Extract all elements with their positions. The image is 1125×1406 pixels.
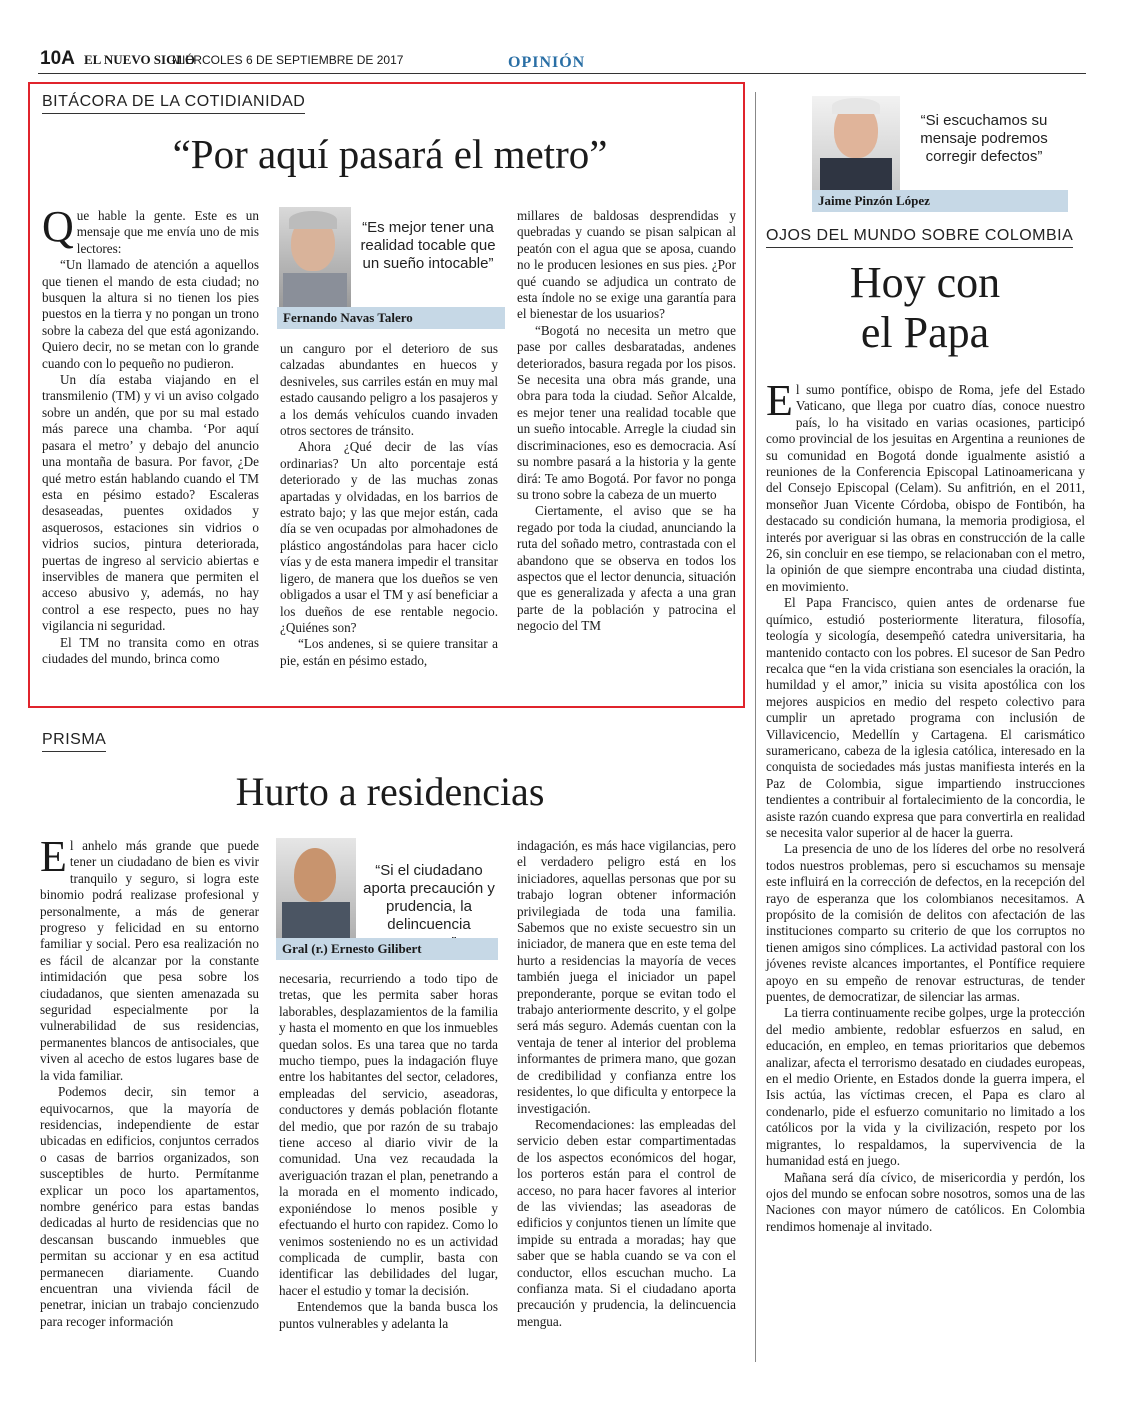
author-box-navas xyxy=(277,207,505,327)
paragraph: La tierra continuamente recibe golpes, urge la protección del medio ambiente, redoblar esfuerzos en salud, en educación, en empleo, en temas prioritarios que debemos analizar, afecta el terrorismo desatado en ciudades europeas, en el medio Oriente, en Estados donde la guerra impera, el Isis actúa, las víctimas crecen, el Papa es claro al condenarlo, pide el esfuerzo comunitario no limitado a los católicos por la vida y la civilización, respeto por los migrantes, lo respaldamos, la supervivencia de la humanidad está en juego. xyxy=(766,1005,1085,1169)
article1-title: “Por aquí pasará el metro” xyxy=(172,131,608,177)
article3-title xyxy=(766,258,1084,358)
paragraph: un canguro por el deterioro de sus calzadas abundantes en huecos y desniveles, sus carriles están en muy mal estado causando peligro a los pasajeros y a los demás vehículos cuando invaden otros sectores de tránsito. xyxy=(280,341,498,439)
drop-cap: Q xyxy=(42,202,74,251)
article3-kicker: OJOS DEL MUNDO SOBRE COLOMBIA xyxy=(766,227,1073,248)
title-line: Hoy con xyxy=(849,258,1001,307)
paragraph: El Papa Francisco, quien antes de ordenarse fue químico, estudió posteriormente literatura, filosofía, teología y sicología, desempeñó catedra universitaria, ha mantenido contacto con los pobres. El sucesor de San Pedro recalca que “en la vida cristiana son esenciales la oración, la humildad y el amor,” inicia su visita apostólica con los mejores auspicios en medio del respeto colectivo para cumplir un apretado programa con inclusión de Villavicencio, Medellín y Cartagena. El carismático suramericano, cabeza de la iglesia católica, interesado en la conquista de sociedades más justas manifiesta interés en la Paz de Colombia, sigue impartiendo instrucciones tendientes a contribuir al fortalecimiento de la concordia, le asiste razón cuando expresa que para convertirla en realidad se necesita valor superior al de hacer la guerra. xyxy=(766,595,1085,840)
pull-quote: “Es mejor tener una realidad tocable que un sueño intocable” xyxy=(360,219,496,272)
pull-quote: “Si el ciudadano aporta precaución y prudencia, la delincuencia xyxy=(363,862,495,933)
paragraph: Un día estaba viajando en el transmilenio (TM) y vi un aviso colgado sobre un andén, que por su mal estado más parece una chamba. ‘Por aquí pasara el metro’ y debajo del anuncio una montaña de basura. Por favor, ¿De qué metro están hablando cuando el TM esta en pésimo estado? Escaleras desaseadas, puentes oxidados y asquerosos, estaciones sin vidrios o vidrios sucios, pintura deteriorada, puertas de ingreso al servicio abiertas e inservibles de manera que permiten el acceso abusivo y, además, no hay control a ese respecto, pues no hay vigilancia ni seguridad. xyxy=(42,372,259,634)
paragraph: necesaria, recurriendo a todo tipo de tretas, que les permita saber horas laborables, desplazamientos de la familia y hasta el momento en que los inmuebles quedan solos. Es una tarea que no tarda mucho tiempo, pues la indagación fluye entre los habitantes del sector, celadores, empleadas del servicio, aseadoras, conductores y demás población flotante del medio, que por razón de su trabajo tiene acceso al diario vivir de la comunidad. Una vez recaudada la averiguación trazan el plan, penetrando a la morada en el momento indicado, exponiéndose lo menos posible y efectuando el hurto con rapidez. Como lo venimos sosteniendo no es un actividad complicada de cumplir, basta con identificar las debilidades del lugar, hacer el estudio y tomar la decisión. xyxy=(279,971,498,1298)
article2-column-3 xyxy=(517,838,736,1330)
article1-column-2 xyxy=(280,341,498,669)
article1-kicker: BITÁCORA DE LA COTIDIANIDAD xyxy=(42,93,305,114)
paragraph: “Bogotá no necesita un metro que pase por calles desbaratadas, andenes deteriorados, basura regada por los pisos. Se necesita una obra más grande, una obra para toda la ciudad. Señor Alcalde, es mejor tener una realidad tocable que un sueño intocable. Arregle la ciudad sin discriminaciones, eso es democracia. Así su nombre pasará a la historia y la gente dirá: Te amo Bogotá. Por favor no ponga su trono sobre la cabeza de un muerto xyxy=(517,322,736,502)
article3-body xyxy=(766,376,1085,1235)
pull-quote: “Si escuchamos su mensaje podremos corregir defectos” xyxy=(920,112,1048,165)
paragraph: indagación, es más hace vigilancias, pero el verdadero peligro está en los iniciadores, aquellas personas que por su trabajo logran obtener información privilegiada de toda una familia. Sabemos que no existe secuestro sin un iniciador, de manera que en este tema del hurto a residencias la mayoría de veces también juega el iniciador un papel preponderante, porque se evitan todo el trabajo anteriormente descrito, y el golpe será más seguro. Además cuentan con la ventaja de tener al interior del problema informantes de primera mano, que gozan de credibilidad y confianza entre los residentes, lo que dificulta y entorpece la investigación. xyxy=(517,838,736,1116)
paragraph: l anhelo más grande que puede tener un ciudadano de bien es vivir tranquilo y seguro, si logra este binomio podrá realizase profesional y personalmente, a más de generar progreso y felicidad en su entorno familiar y social. Pero esa realización no es fácil de alcanzar por la constante intimidación que pesa sobre los ciudadanos, que sienten amenazada su seguridad especialmente por la vulnerabilidad de sus residencias, permanentes blancos de antisociales, que viven al acecho de estos lugares base de la vida familiar. xyxy=(40,838,259,1083)
author-photo xyxy=(276,838,356,938)
column-divider xyxy=(755,92,756,1362)
drop-cap: E xyxy=(40,832,67,881)
paragraph: Mañana será día cívico, de misericordia y perdón, los ojos del mundo se enfocan sobre nosotros, somos una de las Naciones con mayor número de católicos. En Colombia rendimos homenaje al invitado. xyxy=(766,1169,1085,1234)
article2-title: Hurto a residencias xyxy=(235,769,545,814)
drop-cap: E xyxy=(766,376,793,425)
paragraph: millares de baldosas desprendidas y quebradas y cuando se pisan salpican al peatón con el agua que se aposa, cuando no le producen lesiones en sus pies. ¿Por qué cuando se adjudica un contrato de esta índole no se exige una garantía para el bienestar de los usuarios? xyxy=(517,208,736,322)
paragraph: Recomendaciones: las empleadas del servicio deben estar compartimentadas de los aspectos económicos del hogar, los porteros están para el control de acceso, no para hacer favores al interior de las viviendas; las aseadoras de edificios y conjuntos tienen un límite que impide su entrada a moradas; hay que saber que se habla cuando se va con el conductor, ellos escuchan mucho. La confianza mata. Si el ciudadano aporta precaución y prudencia, la delincuencia mengua. xyxy=(517,1116,736,1329)
author-name: Jaime Pinzón López xyxy=(812,190,1068,212)
paragraph: La presencia de uno de los líderes del orbe no resolverá todos nuestros problemas, pero si escuchamos su mensaje este influirá en la corrección de defectos, en la recepción del rayo de esperanza que los colombianos necesitamos. A propósito de la comisión de delitos con afectación de las instituciones comparto su criterio de que los corruptos no tienen amigos sino cómplices. La actividad pastoral con los jóvenes reviste alcances importantes, el Pontífice requiere apoyo en su empeño de renovar estructuras, de tender puentes, de democratizar, de silenciar las armas. xyxy=(766,841,1085,1005)
article2-kicker: PRISMA xyxy=(42,731,106,752)
title-line: el Papa xyxy=(860,308,990,357)
paragraph: “Un llamado de atención a aquellos que tienen el mando de esta ciudad; no busquen la altura si no tienen los pies puestos en la tierra y no pongan un trono sobre la cabeza del que está agonizando. Quiero decir, no se metan con lo grande cuando con lo pequeño no pudieron. xyxy=(42,257,259,371)
article1-column-1 xyxy=(42,202,259,667)
article1-column-3 xyxy=(517,208,736,635)
author-box-gilibert xyxy=(276,838,504,958)
author-photo xyxy=(279,207,351,307)
newspaper-name: EL NUEVO SIGLO xyxy=(84,52,195,67)
section-title: OPINIÓN xyxy=(508,54,586,71)
paragraph: El TM no transita como en otras ciudades del mundo, brinca como xyxy=(42,634,259,666)
author-name: Fernando Navas Talero xyxy=(277,307,505,329)
masthead-rule xyxy=(38,73,1086,74)
paragraph: Entendemos que la banda busca los puntos vulnerables y adelanta la xyxy=(279,1299,498,1331)
paragraph: Podemos decir, sin temor a equivocarnos, que la mayoría de residencias, independiente de estar ubicadas en edificios, conjuntos cerrados o casas de barrios organizados, son susceptibles de hurto. Permítanme explicar un poco los apartamentos, nombre genérico para estas bandas dedicadas al hurto de residencias que no descansan buscando inmuebles que permitan su accionar y en esa actitud permanecen diariamente. Cuando encuentran una vivienda fácil de penetrar, inician un trabajo concienzudo para recoger información xyxy=(40,1084,259,1329)
page-number: 10A xyxy=(40,48,75,69)
paragraph: ue hable la gente. Este es un mensaje que me envía uno de mis lectores: xyxy=(76,208,259,256)
author-name: Gral (r.) Ernesto Gilibert xyxy=(276,938,498,960)
author-box-pinzon xyxy=(812,96,1068,210)
paragraph: l sumo pontífice, obispo de Roma, jefe del Estado Vaticano, que llega por cuatro días, conoce nuestro país, lo ha visitado en varias ocasiones, participó como provincial de los jesuitas en Argentina a reuniones de su comunidad en Bogotá donde igualmente asistió a reuniones de la Conferencia Episcopal Latinoamericana y del Consejo Episcopal (Celam). Su anfitrión, en el 2011, monseñor Juan Vicente Córdoba, obispo de Fontibón, ha destacado su condición humana, la memoria prodigiosa, el interés por averiguar si las obras en construcción de la calle 26, sin concluir en ese tiempo, se relacionaban con el metro, la opinión de que siempre encontraba una ciudad distinta, en movimiento. xyxy=(766,382,1085,594)
paragraph: “Los andenes, si se quiere transitar a pie, están en pésimo estado, xyxy=(280,636,498,668)
author-photo xyxy=(812,96,900,192)
article2-column-2 xyxy=(279,971,498,1332)
issue-date: MIÉRCOLES 6 DE SEPTIEMBRE DE 2017 xyxy=(172,53,404,67)
article2-column-1 xyxy=(40,832,259,1330)
paragraph: Ciertamente, el aviso que se ha regado por toda la ciudad, anunciando la ruta del soñado metro, contrastada con el abandono que se observa en todos los aspectos que el lector denuncia, situación que es generalizada y afecta a una gran parte de la población y patrocina el negocio del TM xyxy=(517,503,736,634)
paragraph: Ahora ¿Qué decir de las vías ordinarias? Un alto porcentaje está deteriorado y de las muchas zonas apartadas y olvidadas, en los barrios de estrato bajo; y las que mejor están, cada día se ven ocupadas por almohadones de plástico angostándolas para hacer ciclo vías y de esta manera impedir el transitar ligero, de manera que los dueños se ven obligados a usar el TM y así beneficiar a los dueños de ese rentable negocio. ¿Quiénes son? xyxy=(280,439,498,635)
